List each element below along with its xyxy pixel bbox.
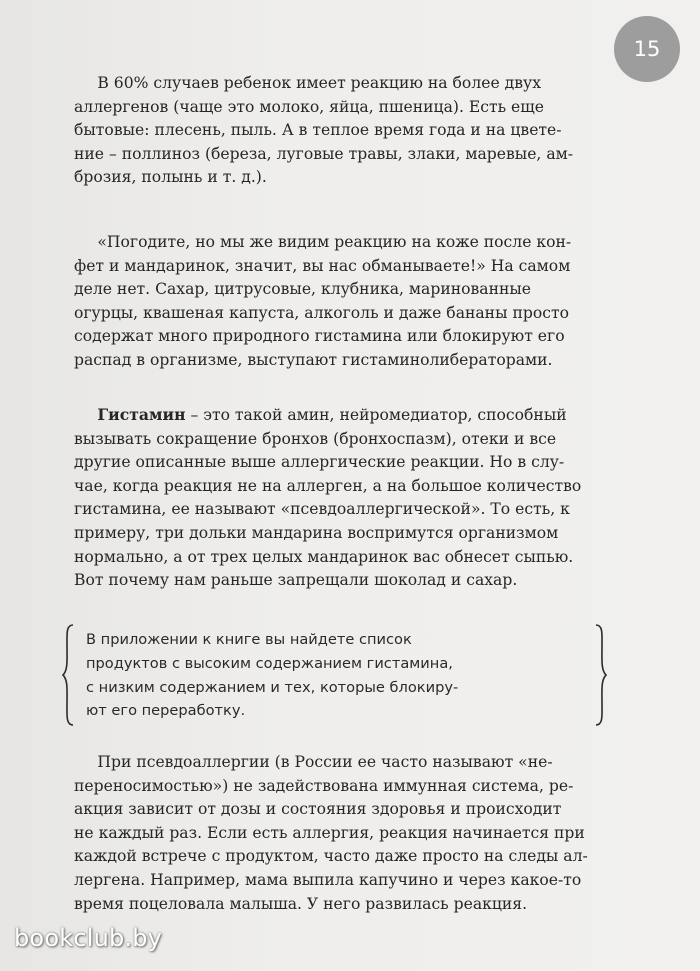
paragraph-line: вызывать сокращение бронхов (бронхоспазм), отеки и все [74, 429, 557, 448]
paragraph-line: В 60% случаев ребенок имеет реакцию на более двух [97, 74, 541, 92]
paragraph-line: не каждый раз. Если есть аллергия, реакция начинается при [74, 823, 585, 842]
paragraph-histamine [74, 403, 591, 593]
paragraph-line: акция зависит от дозы и состояния здоровья и происходит [74, 800, 562, 819]
paragraph-line: каждой встрече с продуктом, часто даже просто на следы ал- [74, 847, 588, 866]
paragraph-line [74, 403, 591, 428]
paragraph-line: ние – поллиноз (береза, луговые травы, злаки, маревые, ам- [74, 144, 574, 163]
page-number-badge [614, 16, 680, 82]
curly-brace-left-icon [62, 624, 76, 726]
paragraph-line: брозия, полынь и т. д.). [74, 168, 267, 187]
paragraph-line: При псевдоаллергии (в России ее часто называют «не- [97, 753, 553, 771]
paragraph-line-rest: – это такой амин, нейромедиатор, способный [185, 406, 567, 424]
watermark: bookclub.by [14, 924, 163, 952]
paragraph-line: гистамина, ее называют «псевдоаллергической». То есть, к [74, 500, 570, 519]
paragraph-line: бытовые: плесень, пыль. А в теплое время года и на цвете- [74, 121, 562, 140]
paragraph-line: Вот почему нам раньше запрещали шоколад и сахар. [74, 571, 518, 590]
paragraph-pseudoallergy [74, 751, 591, 916]
callout-line: В приложении к книге вы найдете список [86, 631, 412, 648]
paragraph-line: огурцы, квашеная капуста, алкоголь и даже бананы просто [74, 303, 569, 322]
paragraph-line: деле нет. Сахар, цитрусовые, клубника, маринованные [74, 280, 532, 299]
paragraph-line: фет и мандаринок, значит, вы нас обманываете!» На самом [74, 256, 571, 275]
paragraph-line: нормально, а от трех целых мандаринок вас обнесет сыпью. [74, 547, 574, 566]
term-histamine: Гистамин [97, 405, 186, 424]
callout-text [86, 628, 580, 723]
paragraph-line: чае, когда реакция не на аллерген, а на большое количество [74, 476, 582, 495]
paragraph-line: примеру, три дольки мандарина воспримутся организмом [74, 523, 559, 542]
paragraph-line: аллергенов (чаще это молоко, яйца, пшеница). Есть еще [74, 97, 545, 116]
paragraph-line: «Погодите, но мы же видим реакцию на коже после кон- [97, 233, 572, 251]
page-number: 15 [633, 37, 661, 61]
callout-line: продуктов с высоким содержанием гистамина, [86, 654, 453, 672]
callout-line: ют его переработку. [86, 702, 246, 720]
callout-line: с низким содержанием и тех, которые блокиру- [86, 678, 459, 696]
paragraph-line: распад в организме, выступают гистаминолибераторами. [74, 350, 553, 369]
paragraph-line: время поцеловала малыша. У него развилась реакция. [74, 894, 528, 913]
paragraph-quote [74, 231, 591, 373]
curly-brace-right-icon [593, 624, 607, 726]
paragraph-line: другие описанные выше аллергические реакции. Но в слу- [74, 453, 565, 472]
paragraph-line: переносимостью») не задействована иммунная система, ре- [74, 776, 574, 795]
paragraph-line: лергена. Например, мама выпила капучино и через какое-то [74, 870, 582, 889]
paragraph-line: содержат много природного гистамина или блокируют его [74, 327, 565, 346]
paragraph-allergens [74, 72, 591, 190]
callout-box [62, 622, 607, 730]
